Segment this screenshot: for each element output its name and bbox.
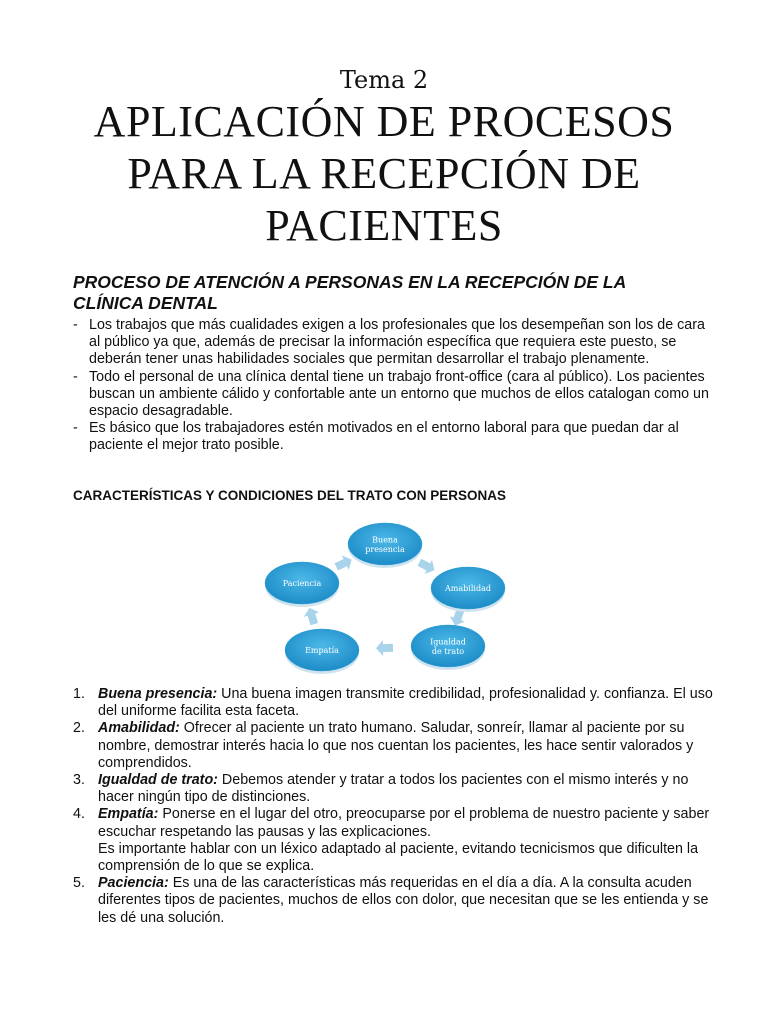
item-term: Empatía: xyxy=(98,806,159,823)
item-term: Buena presencia: xyxy=(98,686,218,702)
diagram-node-label: de trato xyxy=(431,646,465,656)
page-title xyxy=(40,96,728,252)
item-term: Amabilidad: xyxy=(98,720,180,737)
diagram-node-label: Buena xyxy=(372,535,398,545)
list-item-text: Los trabajos que más cualidades exigen a los profesionales que los desempeñan son los de cara al público ya que, además de precisar la información específica que requiera este puesto, se deberán tener unas habilidades sociales que permitan desarrollar el trabajo plenamente. xyxy=(89,317,705,368)
item-number: 5. xyxy=(73,875,85,892)
diagram-node-empatia xyxy=(285,629,359,674)
item-text: Debemos atender y tratar a todos los pacientes con el mismo interés y no hacer ningún tipo de distinciones. xyxy=(98,772,689,806)
topic-label: Tema 2 xyxy=(339,66,429,94)
characteristics-heading: CARACTERÍSTICAS Y CONDICIONES DEL TRATO CON PERSONAS xyxy=(73,488,507,503)
item-number: 4. xyxy=(73,806,85,823)
section-heading-line: PROCESO DE ATENCIÓN A PERSONAS EN LA RECEPCIÓN DE LA xyxy=(73,272,627,292)
title-line: APLICACIÓN DE PROCESOS xyxy=(93,97,675,146)
list-item xyxy=(73,875,713,927)
list-item xyxy=(73,772,713,806)
item-text: Ofrecer al paciente un trato humano. Saludar, sonreír, llamar al paciente por su nombre, demostrar interés hacia lo que nos cuentan los pacientes, les hace sentir valorados y comprendidos. xyxy=(98,720,694,771)
section-heading xyxy=(73,272,713,314)
item-number: 1. xyxy=(73,686,85,702)
list-item xyxy=(73,686,713,720)
list-item xyxy=(73,317,713,369)
cycle-arrow xyxy=(376,640,393,657)
diagram-node-label: Empatía xyxy=(305,646,339,655)
dash-bullet: - xyxy=(73,420,78,437)
item-term: Igualdad de trato: xyxy=(98,772,218,789)
list-item xyxy=(73,720,713,772)
list-item-text: Todo el personal de una clínica dental tiene un trabajo front-office (cara al público). Los pacientes buscan un ambiente cálido y confortable ante un entorno que muchos de ellos catalogan como un espacio desagradable. xyxy=(89,368,709,420)
item-text: Es una de las características más requeridas en el día a día. A la consulta acuden diferentes tipos de pacientes, muchos de ellos con dolor, que necesitan que se les entienda y se les dé una solución. xyxy=(98,875,709,926)
dash-list xyxy=(73,317,713,455)
item-text: Una buena imagen transmite credibilidad, profesionalidad y. confianza. El uso del uniforme facilita esta faceta. xyxy=(98,686,713,720)
diagram-node-label: Amabilidad xyxy=(445,584,491,593)
item-extra-text: Es importante hablar con un léxico adaptado al paciente, evitando tecnicismos que dificulten la comprensión de lo que se explica. xyxy=(98,840,699,875)
item-text: Ponerse en el lugar del otro, preocuparse por el problema de nuestro paciente y saber escuchar respetando las pausas y las explicaciones. xyxy=(98,806,710,840)
diagram-node-amabilidad xyxy=(431,567,505,612)
diagram-node-label: Paciencia xyxy=(282,579,322,588)
title-line: PACIENTES xyxy=(265,201,503,250)
diagram-node-paciencia xyxy=(265,562,339,607)
cycle-arrow xyxy=(302,606,322,627)
numbered-list xyxy=(73,686,713,927)
list-item xyxy=(73,420,713,454)
list-item-text: Es básico que los trabajadores estén motivados en el entorno laboral para que puedan dar al paciente el mejor trato posible. xyxy=(89,420,679,454)
title-line: PARA LA RECEPCIÓN DE xyxy=(127,149,641,198)
cycle-arrow xyxy=(416,555,439,577)
cycle-diagram xyxy=(250,520,520,680)
list-item xyxy=(73,369,713,421)
diagram-node-igualdad-de-trato xyxy=(411,625,485,670)
item-term: Paciencia: xyxy=(98,875,169,892)
section-heading-line: CLÍNICA DENTAL xyxy=(73,293,218,313)
dash-bullet: - xyxy=(73,368,78,385)
list-item xyxy=(73,806,713,875)
diagram-node-buena-presencia xyxy=(348,523,422,568)
dash-bullet: - xyxy=(73,317,78,333)
item-number: 3. xyxy=(73,772,85,789)
diagram-node-label: Igualdad xyxy=(430,637,466,647)
diagram-node-label: presencia xyxy=(365,544,405,554)
item-number: 2. xyxy=(73,720,85,737)
